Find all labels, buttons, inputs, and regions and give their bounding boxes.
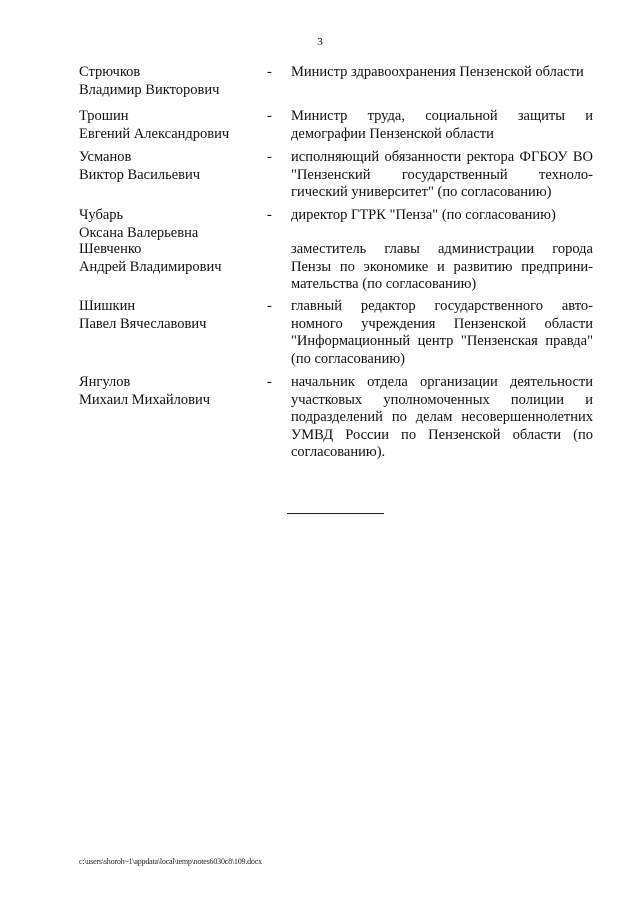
member-position: главный редактор государственного авто-номного учреждения Пензенской области "Информационный центр "Пензенская правда" (по согласованию) [291, 298, 593, 367]
member-name [79, 241, 259, 276]
member-name [79, 149, 259, 184]
page-number: 3 [317, 36, 323, 48]
dash: - [267, 149, 272, 165]
member-position: Министр здравоохранения Пензенской области [291, 64, 584, 80]
member-position: заместитель главы администрации города Пензы по экономике и развитию предприни-мательства (по согласованию) [291, 241, 593, 292]
surname: Усманов [79, 149, 132, 165]
surname: Чубарь [79, 207, 124, 223]
member-name [79, 64, 259, 99]
surname: Янгулов [79, 374, 131, 390]
member-position: начальник отдела организации деятельности участковых уполномоченных полиции и подразделений по делам несовершеннолетних УМВД России по Пензенской области (по согласованию). [291, 374, 593, 460]
given-names: Андрей Владимирович [79, 258, 222, 275]
given-names: Оксана Валерьевна [79, 224, 199, 241]
surname: Шишкин [79, 298, 136, 314]
given-names: Евгений Александрович [79, 125, 230, 142]
dash: - [267, 374, 272, 390]
surname: Стрючков [79, 64, 141, 80]
surname: Шевченко [79, 241, 142, 257]
surname: Трошин [79, 108, 129, 124]
dash: - [267, 108, 272, 124]
dash: - [267, 298, 272, 314]
given-names: Виктор Васильевич [79, 166, 201, 183]
given-names: Владимир Викторович [79, 81, 220, 98]
member-position: исполняющий обязанности ректора ФГБОУ ВО "Пензенский государственный техноло-гический университет" (по согласованию) [291, 149, 593, 200]
member-name [79, 298, 259, 333]
given-names: Михаил Михайлович [79, 391, 211, 408]
footer-file-path: c:\users\shoroh~1\appdata\local\temp\notes6030c8\109.docx [79, 857, 262, 866]
member-name [79, 374, 259, 409]
member-name [79, 207, 259, 242]
member-position: директор ГТРК "Пенза" (по согласованию) [291, 207, 556, 223]
dash: - [267, 64, 272, 80]
end-rule-divider [287, 513, 384, 514]
dash: - [267, 207, 272, 223]
member-name [79, 108, 259, 143]
given-names: Павел Вячеславович [79, 315, 207, 332]
member-position: Министр труда, социальной защиты и демографии Пензенской области [291, 108, 593, 142]
